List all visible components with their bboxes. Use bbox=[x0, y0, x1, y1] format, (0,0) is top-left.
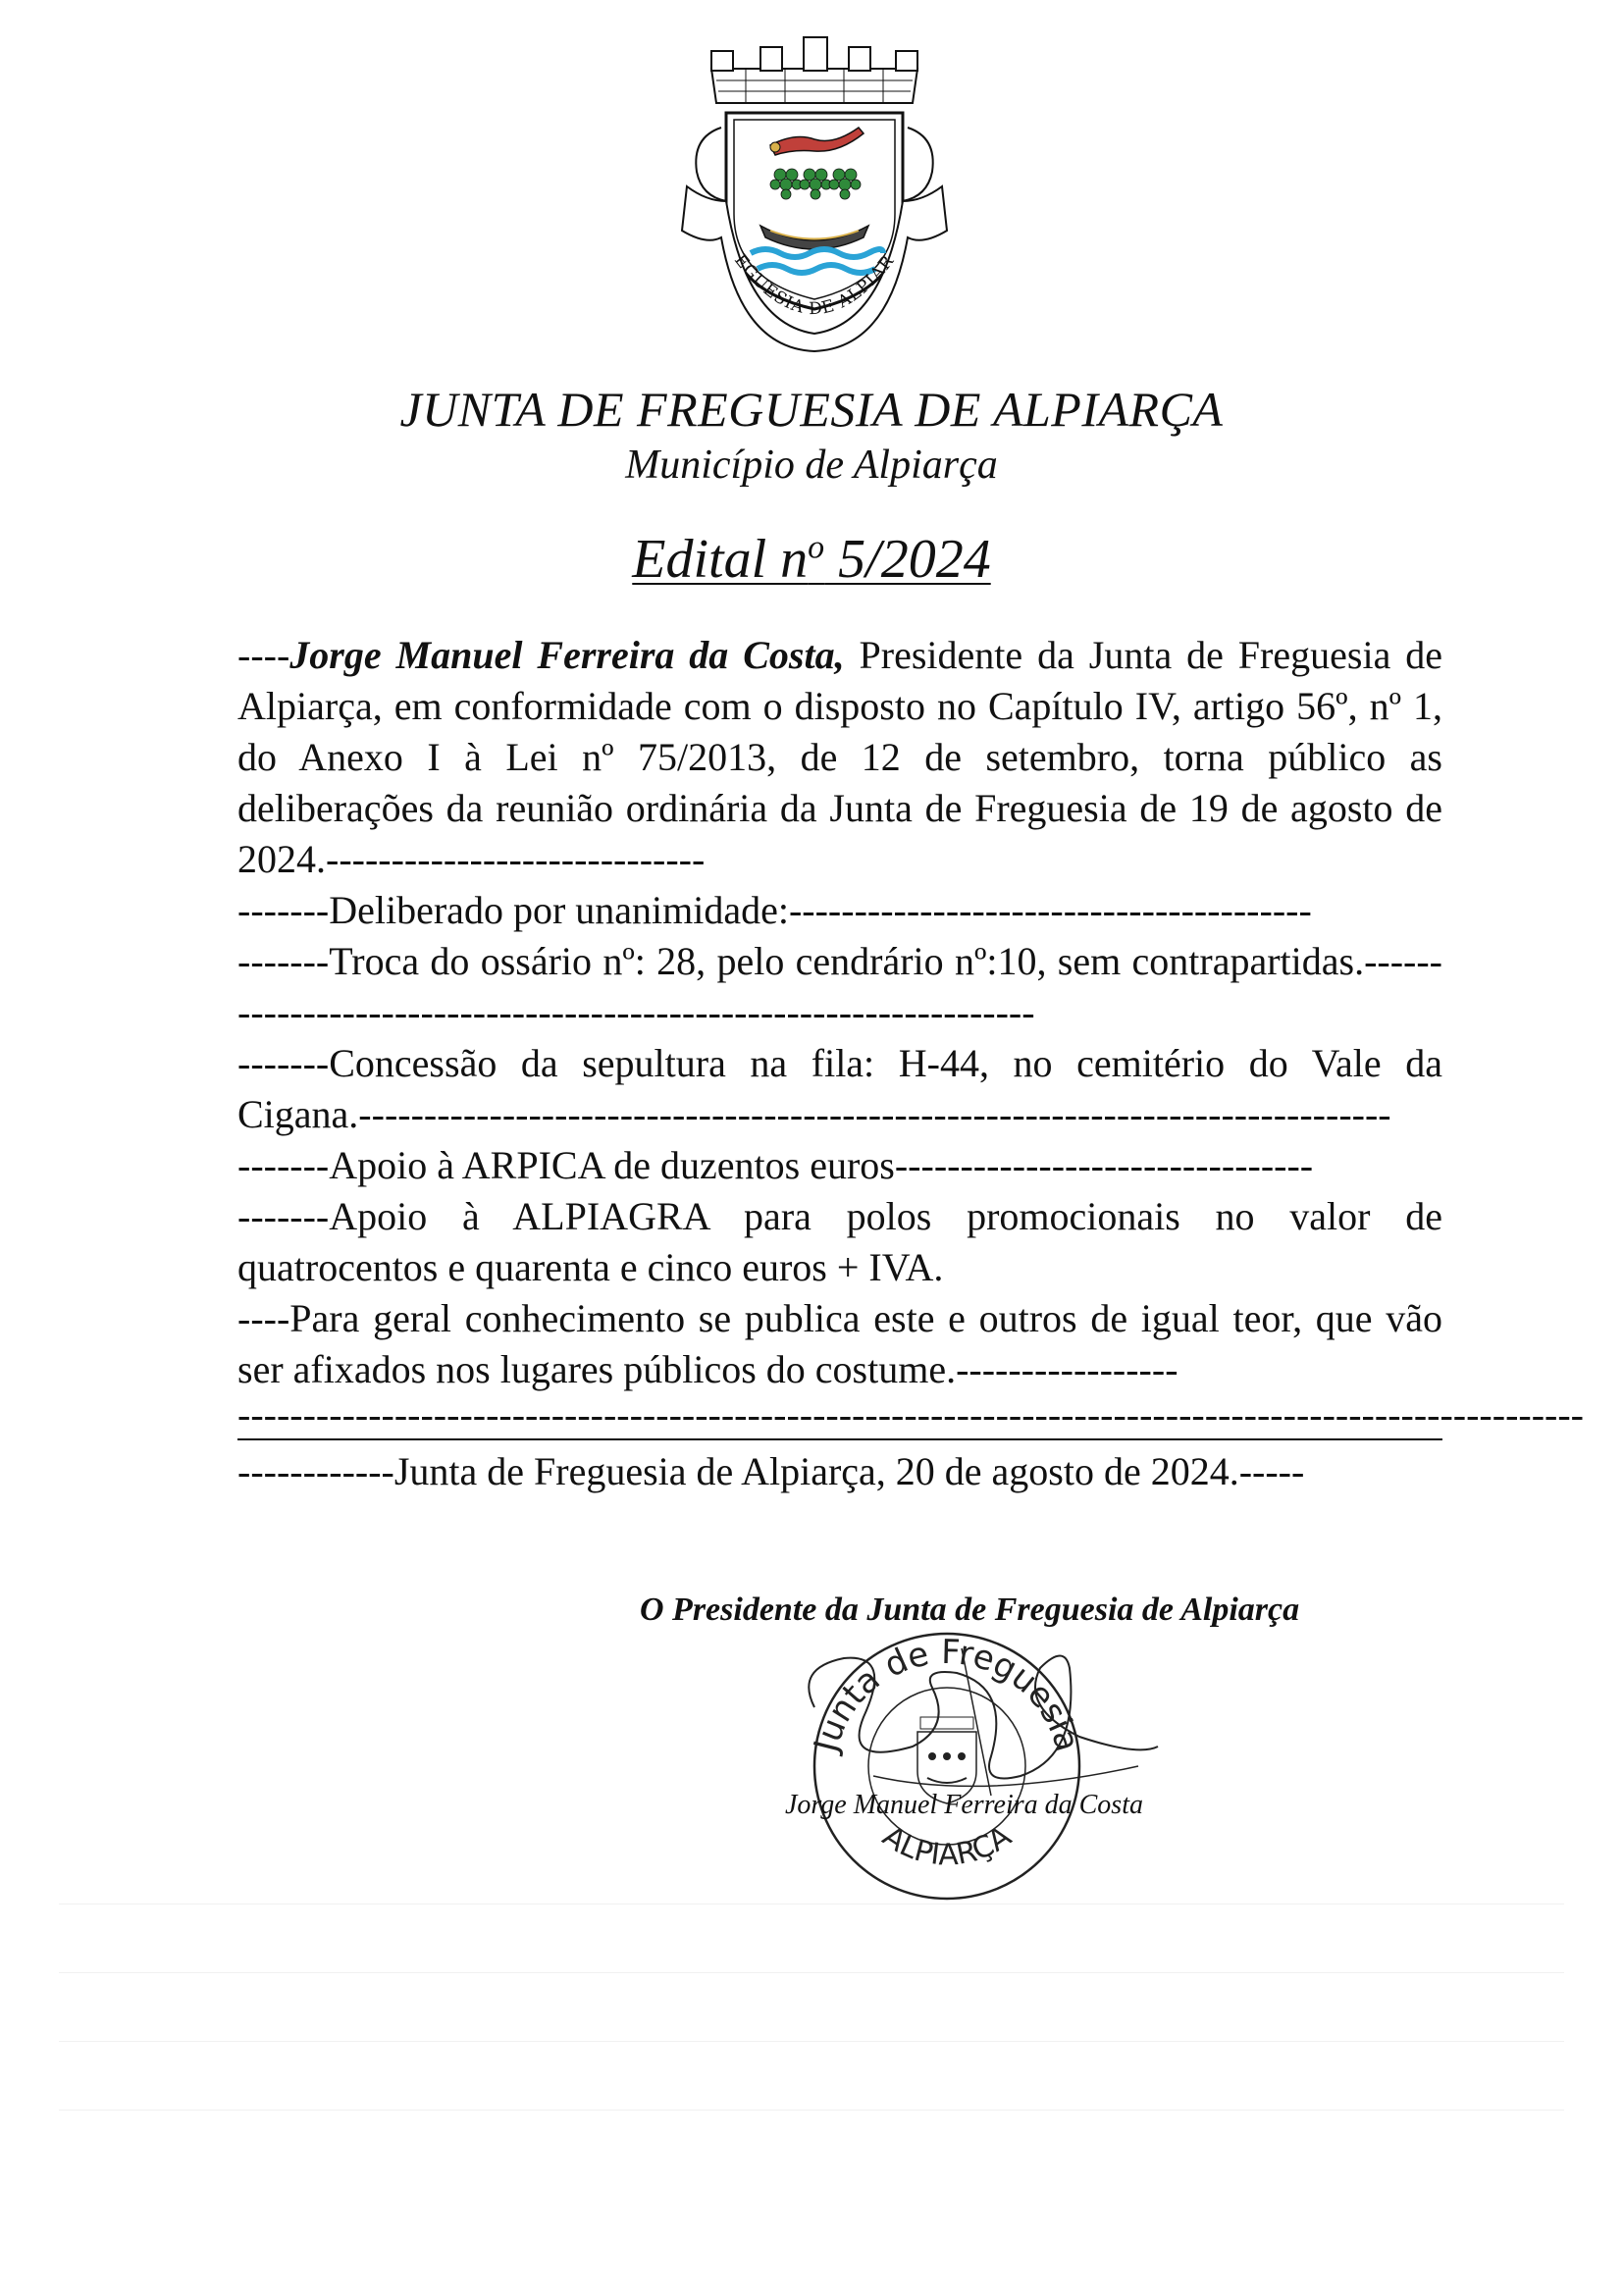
municipality-name: Município de Alpiarça bbox=[625, 443, 998, 488]
publication-notice: ----Para geral conhecimento se publica este e outros de igual teor, que vão ser afixados nos lugares públicos do costume.----------------- bbox=[237, 1296, 1442, 1391]
stamp-top-text: Junta de Freguesia bbox=[807, 1632, 1087, 1756]
deliberation-item: -------Apoio à ALPIAGRA para polos promocionais no valor de quatrocentos e quarenta e cinco euros + IVA. bbox=[237, 1194, 1442, 1289]
intro-text: Presidente da Junta de Freguesia de Alpiarça, em conformidade com o disposto no Capítulo IV, artigo 56º, nº 1, do Anexo I à Lei nº 75/2013, de 12 de setembro, torna público as deliberações da reunião ordinária da Junta de Freguesia de 19 de agosto de 2024.----------------------------- bbox=[237, 633, 1443, 881]
bleedthrough-line bbox=[59, 2041, 1564, 2042]
title-number: 5/2024 bbox=[824, 529, 991, 590]
deliberation-item: -------Apoio à ARPICA de duzentos euros-------------------------------- bbox=[237, 1143, 1314, 1187]
stamp-bottom-text: ALPIARÇA bbox=[876, 1819, 1018, 1873]
document-body bbox=[237, 630, 1584, 1497]
deliberation-item: -------Concessão da sepultura na fila: H-44, no cemitério do Vale da Cigana.------------------------------------------------------------------------------- bbox=[237, 1041, 1442, 1136]
horizontal-rule bbox=[237, 1438, 1442, 1440]
document-title bbox=[0, 528, 1623, 591]
handwritten-signature-icon bbox=[785, 1629, 1178, 1815]
deliberation-item: -------Troca do ossário nº: 28, pelo cendrário nº:10, sem contrapartidas.------------------------------------------------------------------- bbox=[237, 939, 1442, 1034]
deliberation-item: -------Deliberado por unanimidade:---------------------------------------- bbox=[237, 888, 1312, 932]
svg-text:ALPIARÇA bbox=[876, 1819, 1018, 1873]
bleedthrough-line bbox=[59, 2110, 1564, 2111]
bleedthrough-line bbox=[59, 1972, 1564, 1973]
dash-separator: ------------------------------------------------------------------------------------------------------- bbox=[237, 1392, 1584, 1436]
seal-text: EGUESIA DE ALPIAR bbox=[730, 250, 899, 320]
title-ordinal: o bbox=[808, 529, 825, 566]
author-name: Jorge Manuel Ferreira da Costa, bbox=[289, 633, 845, 677]
intro-dashes: ---- bbox=[237, 633, 290, 677]
organization-name: JUNTA DE FREGUESIA DE ALPIARÇA bbox=[399, 382, 1224, 437]
bleedthrough-line bbox=[59, 1904, 1564, 1905]
coat-of-arms-icon bbox=[667, 29, 962, 353]
closing-line: ------------Junta de Freguesia de Alpiarça, 20 de agosto de 2024.----- bbox=[237, 1449, 1305, 1493]
signature-title: O Presidente da Junta de Freguesia de Alpiarça bbox=[640, 1592, 1300, 1628]
signatory-name: Jorge Manuel Ferreira da Costa bbox=[785, 1790, 1143, 1820]
title-prefix: Edital n bbox=[632, 529, 809, 590]
intro-paragraph bbox=[237, 630, 1442, 885]
